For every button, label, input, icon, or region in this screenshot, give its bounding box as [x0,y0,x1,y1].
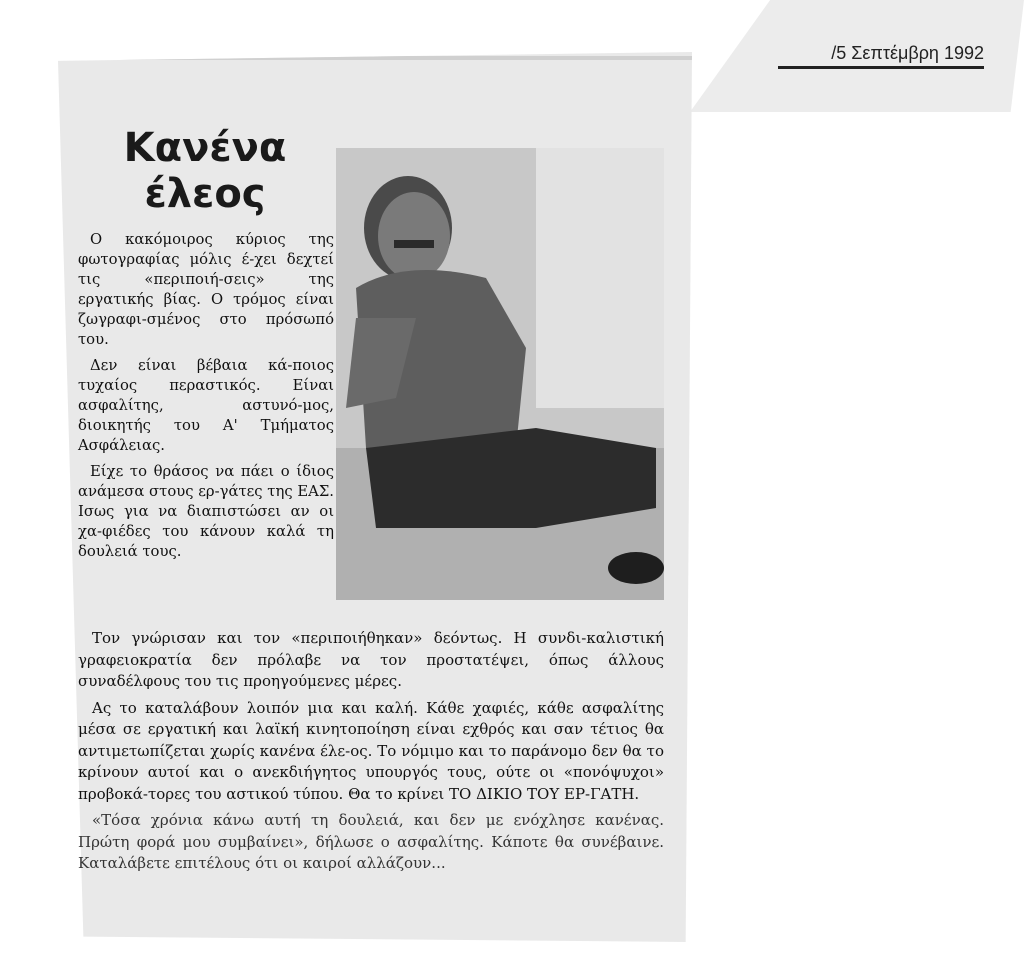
seated-man-illustration [336,148,664,600]
column-paragraph: Είχε το θράσος να πάει ο ίδιος ανάμεσα στους ερ-γάτες της ΕΑΣ. Ισως για να διαπιστώσει αν οι χα-φιέδες του κάνουν καλά τη δουλειά τους. [78,463,334,560]
body-paragraph: Τον γνώρισαν και τον «περιποιήθηκαν» δεόντως. Η συνδι-καλιστική γραφειοκρατία δεν πρόλαβε να τον προστατέψει, όπως άλλους συναδέλφους του τις προηγούμενες μέρες. [78,629,664,690]
column-paragraph: Δεν είναι βέβαια κά-ποιος τυχαίος περαστικός. Είναι ασφαλίτης, αστυνό-μος, διοικητής του Α' Τμήματος Ασφάλειας. [78,357,334,454]
body-paragraph: Ας το καταλάβουν λοιπόν μια και καλή. Κάθε χαφιές, κάθε ασφαλίτης μέσα σε εργατική και λαϊκή κινητοποίηση είναι εχθρός και σαν τέτιος θα αντιμετωπίζεται χωρίς κανένα έλε-ος. Το νόμιμο και το παράνομο δεν θα το κρίνουν αυτοί και ο ανεκδιήγητος υπουργός τους, ούτε οι «πονόψυχοι» προβοκά-τορες του αστικού τύπου. Θα το κρίνει ΤΟ ΔΙΚΙΟ ΤΟΥ ΕΡ-ΓΑΤΗ. [78,698,664,803]
article-photo [336,148,664,600]
column-paragraph: Ο κακόμοιρος κύριος της φωτογραφίας μόλις έ-χει δεχτεί τις «περιποιή-σεις» της εργατικής βίας. Ο τρόμος είναι ζωγραφι-σμένος στο πρόσωπό του. [78,231,334,348]
article-column [78,230,334,568]
article-body [78,628,664,880]
top-rule [58,56,692,60]
publication-date: /5 Σεπτέμβρη 1992 [831,43,984,63]
date-line [778,36,984,69]
body-paragraph: «Τόσα χρόνια κάνω αυτή τη δουλειά, και δεν με ενόχλησε κανένας. Πρώτη φορά μου συμβαίνει», δήλωσε ο ασφαλίτης. Κάποτε θα συνέβαινε. Καταλάβετε επιτέλους ότι οι καιροί αλλάζουν... [78,811,664,872]
article-title: Κανένα έλεος [123,125,287,217]
